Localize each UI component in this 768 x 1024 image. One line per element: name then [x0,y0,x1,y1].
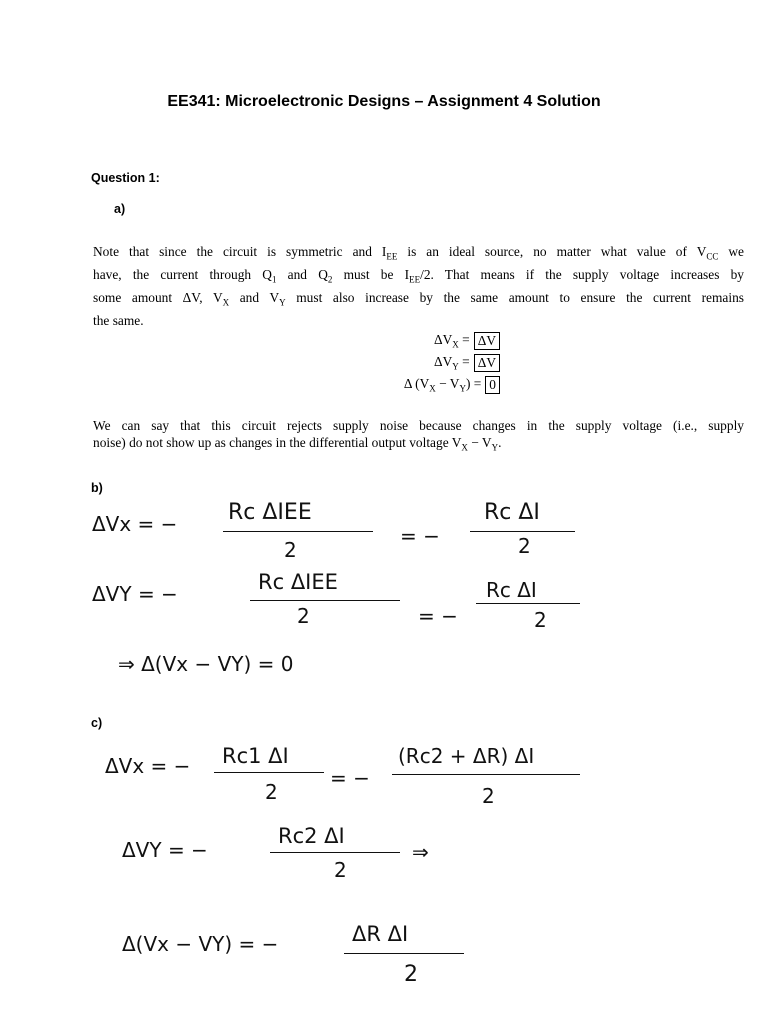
c-row2-lhs: ΔVY = − [122,838,208,862]
b-row2-numerator-2: Rc ΔI [486,578,537,602]
b-row1-fraction-bar-1 [223,531,373,532]
b-row1-numerator-2: Rc ΔI [484,500,540,525]
c-row3-lhs: Δ(Vx − VY) = − [122,932,279,956]
b-row1-lhs: ΔVx = − [92,512,178,536]
part-b-label: b) [91,481,103,495]
question-label: Question 1: [91,171,160,185]
c-row1-denominator-2: 2 [482,784,495,808]
b-row1-numerator-1: Rc ΔIEE [228,500,312,525]
b-row1-denominator-1: 2 [284,538,297,562]
boxed-answer: ΔV [474,354,500,372]
b-row2-denominator-2: 2 [534,608,547,632]
part-a-equations [330,330,500,396]
c-row3-fraction-bar-1 [344,953,464,954]
c-row1-lhs: ΔVx = − [105,754,191,778]
page-title: EE341: Microelectronic Designs – Assignment 4 Solution [167,93,601,110]
c-row1-equals: = − [330,766,370,790]
c-row3-denominator-1: 2 [404,962,418,987]
b-row3-result: ⇒ Δ(Vx − VY) = 0 [118,652,294,676]
para1-line-4: the same. [93,312,144,328]
part-c-label: c) [91,716,103,730]
c-row1-denominator-1: 2 [265,780,278,804]
b-row2-fraction-bar-1 [250,600,400,601]
c-row1-fraction-bar-2 [392,774,580,775]
part-a-label: a) [114,202,126,216]
boxed-answer: ΔV [474,332,500,350]
c-row2-numerator-1: Rc2 ΔI [278,824,345,848]
para2-line-1: We can say that this circuit rejects supply noise because changes in the supply voltage (i.e., supply [93,418,744,433]
c-row3-numerator-1: ΔR ΔI [352,922,409,946]
c-row2-arrow: ⇒ [412,840,429,864]
equation-delta-diff: Δ $(V_X - V_Y)$ = 0 [330,374,500,396]
part-a-paragraph-2 [93,417,744,457]
equation-delta-vy: $\Delta V_Y$ = ΔV [330,352,500,374]
b-row2-lhs: ΔVY = − [92,582,178,606]
c-row1-numerator-1: Rc1 ΔI [222,744,289,768]
para1-line-2: have, the current through $Q_1$ and $Q_2$ must be $I_{EE}/2$. That means if the supply voltage increases by [93,266,744,285]
b-row2-fraction-bar-2 [476,603,580,604]
para1-line-3: some amount ΔV, $V_X$ and $V_Y$ must also increase by the same amount to ensure the current remains [93,289,744,308]
b-row2-denominator-1: 2 [297,604,310,628]
b-row1-equals: = − [400,524,440,548]
equation-delta-vx: $\Delta V_X$ = ΔV [330,330,500,352]
boxed-answer: 0 [485,376,500,394]
b-row1-fraction-bar-2 [470,531,575,532]
para2-line-2: noise) do not show up as changes in the differential output voltage $V_X - V_Y$. [93,435,502,453]
c-row2-denominator-1: 2 [334,858,347,882]
c-row1-numerator-2: (Rc2 + ΔR) ΔI [398,744,535,768]
c-row1-fraction-bar-1 [214,772,324,773]
para1-line-1: Note that since the circuit is symmetric and $I_{EE}$ is an ideal source, no matter what value of $V_{CC}$ we [93,244,744,262]
part-a-paragraph-1 [93,243,744,329]
b-row2-numerator-1: Rc ΔIEE [258,570,338,594]
b-row1-denominator-2: 2 [518,534,531,558]
c-row2-fraction-bar-1 [270,852,400,853]
b-row2-equals: = − [418,604,458,628]
